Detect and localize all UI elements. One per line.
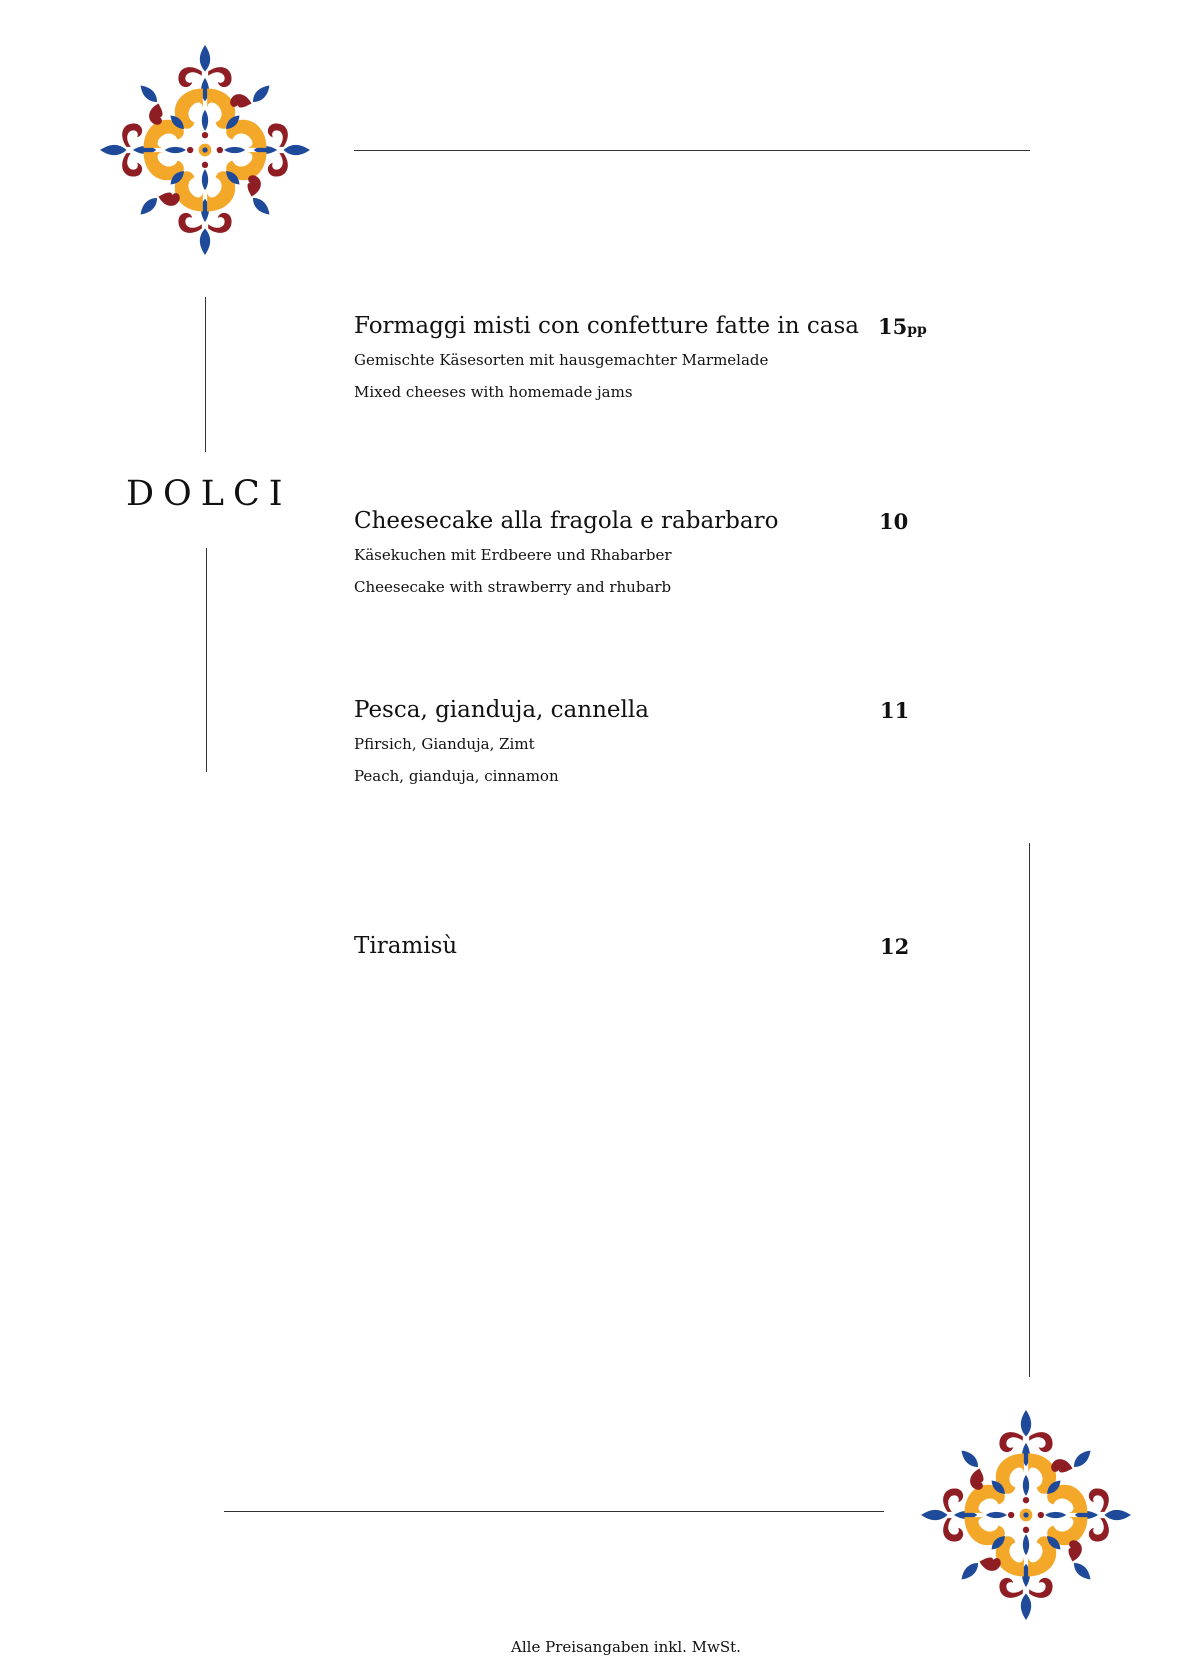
menu-item-description-en: Mixed cheeses with homemade jams	[354, 383, 633, 401]
tile-ornament-icon	[920, 1409, 1132, 1621]
top-left-tile-ornament	[99, 44, 311, 256]
menu-item-name: Cheesecake alla fragola e rabarbaro	[354, 508, 779, 534]
menu-item-description-de: Gemischte Käsesorten mit hausgemachter Marmelade	[354, 351, 769, 369]
menu-item-description-de: Pfirsich, Gianduja, Zimt	[354, 735, 535, 753]
tile-ornament-icon	[99, 44, 311, 256]
left-vertical-line-lower	[206, 548, 207, 772]
menu-item-price: 10	[879, 509, 909, 534]
menu-item-name: Pesca, gianduja, cannella	[354, 697, 649, 723]
right-vertical-line	[1029, 843, 1030, 1377]
bottom-divider-line	[224, 1511, 884, 1512]
section-title: DOLCI	[126, 474, 292, 514]
menu-item	[354, 311, 954, 401]
menu-item	[354, 695, 954, 785]
bottom-right-tile-ornament	[920, 1409, 1132, 1621]
menu-item-name: Formaggi misti con confetture fatte in casa	[354, 313, 860, 339]
price-unit: pp	[907, 322, 927, 338]
menu-item	[354, 931, 954, 961]
top-divider-line	[354, 150, 1030, 151]
menu-item-description-de: Käsekuchen mit Erdbeere und Rhabarber	[354, 546, 672, 564]
menu-item-price	[878, 313, 927, 344]
footer-vat-note: Alle Preisangaben inkl. MwSt.	[511, 1638, 741, 1656]
left-vertical-line-upper	[205, 297, 206, 452]
menu-item-description-en: Peach, gianduja, cinnamon	[354, 767, 559, 785]
menu-item-description-en: Cheesecake with strawberry and rhubarb	[354, 578, 672, 596]
price-value: 15	[878, 314, 908, 339]
menu-item-name: Tiramisù	[354, 933, 458, 959]
menu-item	[354, 506, 954, 596]
menu-item-price: 12	[880, 934, 910, 959]
menu-item-price: 11	[880, 698, 910, 723]
